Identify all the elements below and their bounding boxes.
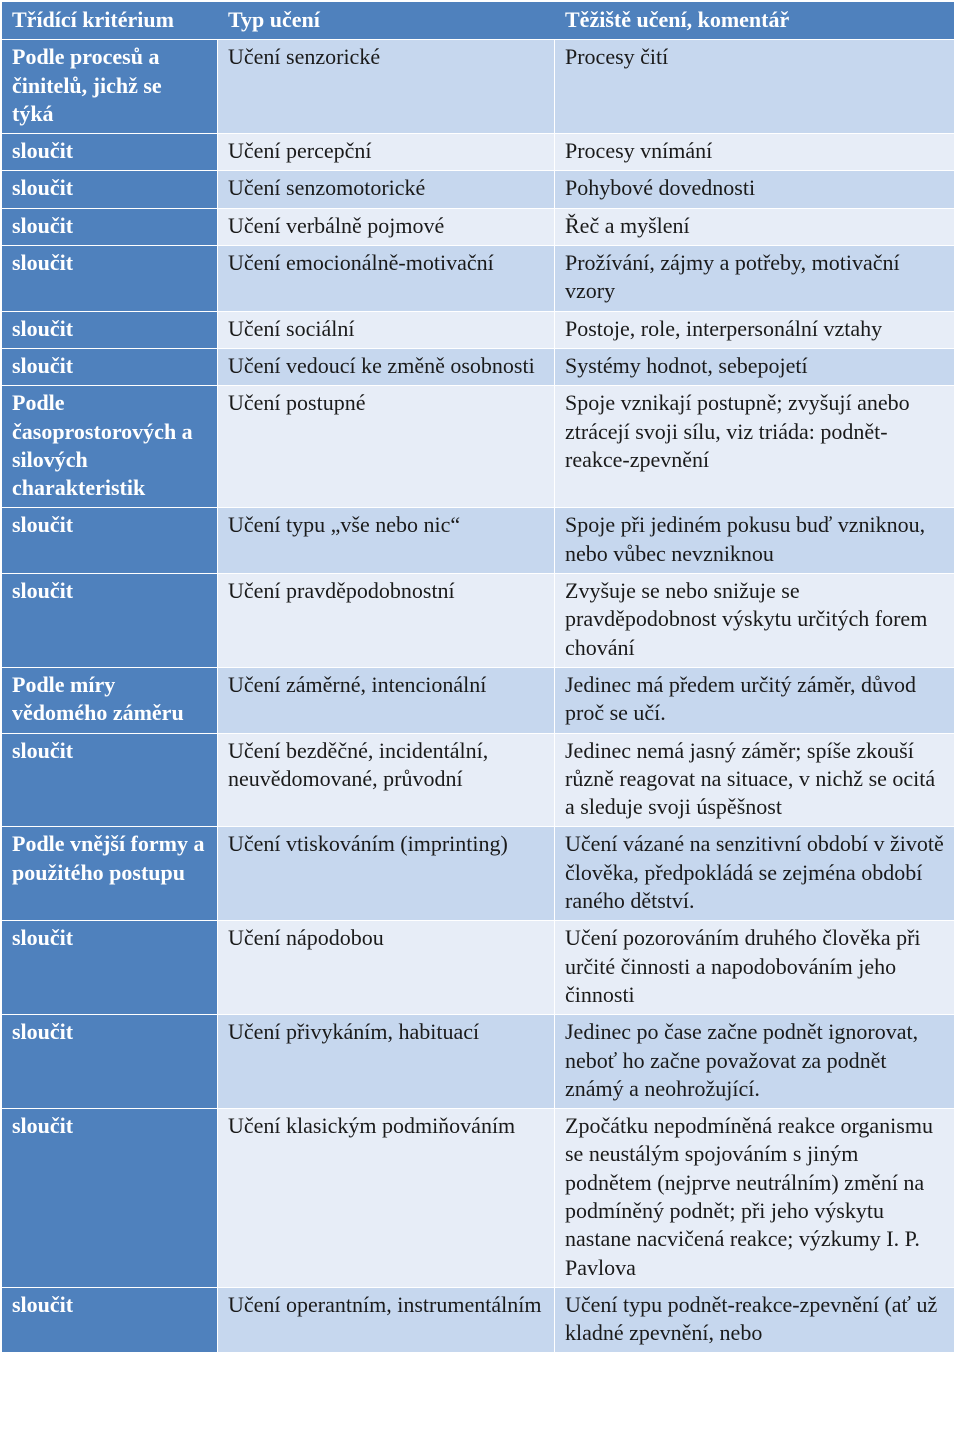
criterion-cell: sloučit [2,1288,218,1354]
comment-cell: Systémy hodnot, sebepojetí [555,349,954,386]
table-row [2,734,954,828]
criterion-cell: sloučit [2,508,218,574]
learning-type-cell: Učení typu „vše nebo nic“ [218,508,555,574]
header-row [2,2,954,40]
table-row [2,312,954,349]
learning-type-cell: Učení sociální [218,312,555,349]
criterion-cell: sloučit [2,1015,218,1109]
table-row [2,209,954,246]
table-row [2,1109,954,1288]
criterion-cell: Podle vnější formy a použitého postupu [2,827,218,921]
header-criterion: Třídící kritérium [2,2,218,40]
table-row [2,386,954,508]
comment-cell: Spoje při jediném pokusu buď vzniknou, nebo vůbec nevzniknou [555,508,954,574]
learning-type-cell: Učení senzomotorické [218,171,555,208]
comment-cell: Učení vázané na senzitivní období v životě člověka, předpokládá se zejména období raného dětství. [555,827,954,921]
comment-cell: Spoje vznikají postupně; zvyšují anebo ztrácejí svoji sílu, viz triáda: podnět-reakce-zpevnění [555,386,954,508]
criterion-cell: sloučit [2,734,218,828]
comment-cell: Procesy čití [555,40,954,134]
table-row [2,1288,954,1354]
criterion-cell: sloučit [2,921,218,1015]
learning-type-cell: Učení emocionálně-motivační [218,246,555,312]
criterion-cell: Podle míry vědomého záměru [2,668,218,734]
comment-cell: Jedinec nemá jasný záměr; spíše zkouší různě reagovat na situace, v nichž se ocitá a sleduje svoji úspěšnost [555,734,954,828]
learning-type-cell: Učení přivykáním, habituací [218,1015,555,1109]
table-row [2,349,954,386]
learning-type-cell: Učení verbálně pojmové [218,209,555,246]
learning-types-table [2,2,954,1353]
criterion-cell: sloučit [2,574,218,668]
learning-type-cell: Učení percepční [218,134,555,171]
criterion-cell: sloučit [2,349,218,386]
table-row [2,246,954,312]
comment-cell: Procesy vnímání [555,134,954,171]
learning-type-cell: Učení vedoucí ke změně osobnosti [218,349,555,386]
learning-type-cell: Učení senzorické [218,40,555,134]
table-row [2,827,954,921]
criterion-cell: sloučit [2,171,218,208]
table-row [2,171,954,208]
learning-type-cell: Učení operantním, instrumentálním [218,1288,555,1354]
table-row [2,921,954,1015]
criterion-cell: sloučit [2,1109,218,1288]
criterion-cell: sloučit [2,312,218,349]
comment-cell: Zpočátku nepodmíněná reakce organismu se neustálým spojováním s jiným podnětem (nejprve neutrálním) změní na podmíněný podnět; při jeho výskytu nastane nacvičená reakce; výzkumy I. P. Pavlova [555,1109,954,1288]
header-learning-type: Typ učení [218,2,555,40]
criterion-cell: Podle časoprostorových a silových charakteristik [2,386,218,508]
comment-cell: Pohybové dovednosti [555,171,954,208]
comment-cell: Jedinec má předem určitý záměr, důvod proč se učí. [555,668,954,734]
table-row [2,134,954,171]
criterion-cell: sloučit [2,209,218,246]
learning-type-cell: Učení vtiskováním (imprinting) [218,827,555,921]
table-row [2,574,954,668]
learning-type-cell: Učení bezděčné, incidentální, neuvědomované, průvodní [218,734,555,828]
comment-cell: Postoje, role, interpersonální vztahy [555,312,954,349]
table-row [2,40,954,134]
learning-type-cell: Učení záměrné, intencionální [218,668,555,734]
learning-type-cell: Učení nápodobou [218,921,555,1015]
header-focus-comment: Těžiště učení, komentář [555,2,954,40]
comment-cell: Řeč a myšlení [555,209,954,246]
comment-cell: Učení pozorováním druhého člověka při určité činnosti a napodobováním jeho činnosti [555,921,954,1015]
criterion-cell: Podle procesů a činitelů, jichž se týká [2,40,218,134]
criterion-cell: sloučit [2,134,218,171]
learning-type-cell: Učení klasickým podmiňováním [218,1109,555,1288]
learning-type-cell: Učení pravděpodobnostní [218,574,555,668]
comment-cell: Jedinec po čase začne podnět ignorovat, neboť ho začne považovat za podnět známý a neohrožující. [555,1015,954,1109]
criterion-cell: sloučit [2,246,218,312]
comment-cell: Zvyšuje se nebo snižuje se pravděpodobnost výskytu určitých forem chování [555,574,954,668]
table-row [2,1015,954,1109]
table-row [2,508,954,574]
table-row [2,668,954,734]
comment-cell: Učení typu podnět-reakce-zpevnění (ať už kladné zpevnění, nebo [555,1288,954,1354]
comment-cell: Prožívání, zájmy a potřeby, motivační vzory [555,246,954,312]
learning-type-cell: Učení postupné [218,386,555,508]
